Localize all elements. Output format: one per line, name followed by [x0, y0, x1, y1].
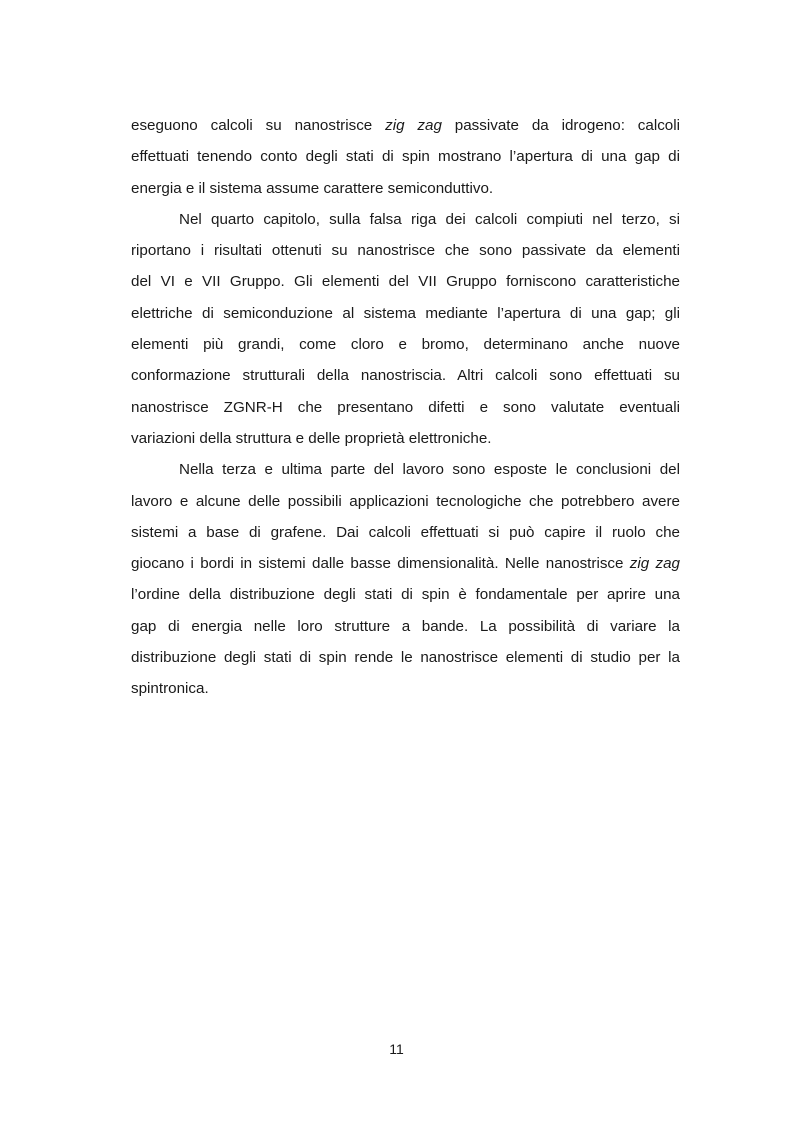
text-segment: elettriche di semiconduzione al sistema mediante l’apertura di una gap; gli	[131, 304, 680, 322]
page-number: 11	[389, 1041, 404, 1057]
italic-term: zig zag	[385, 117, 442, 134]
text-segment: elementi più grandi, come cloro e bromo, determinano anche nuove	[131, 336, 680, 354]
text-segment: eseguono calcoli su nanostrisce	[131, 117, 386, 134]
text-segment: passivate da idrogeno: calcoli	[441, 117, 680, 134]
text-line	[131, 298, 680, 329]
text-line	[131, 235, 680, 266]
text-segment: distribuzione degli stati di spin rende le nanostrisce elementi di studio per la	[131, 649, 680, 667]
text-segment: gap di energia nelle loro strutture a bande. La possibilità di variare la	[131, 617, 680, 635]
text-line	[131, 673, 680, 704]
text-line	[131, 360, 680, 391]
text-segment: l’ordine della distribuzione degli stati di spin è fondamentale per aprire una	[131, 586, 680, 604]
text-segment: effettuati tenendo conto degli stati di spin mostrano l’apertura di una gap di	[131, 148, 680, 166]
text-line	[131, 611, 680, 642]
text-line	[131, 454, 680, 485]
text-segment: nanostrisce ZGNR-H che presentano difetti e sono valutate eventuali	[131, 398, 680, 416]
text-line	[131, 548, 680, 579]
text-line	[131, 392, 680, 423]
text-segment: Nella terza e ultima parte del lavoro sono esposte le conclusioni del	[179, 461, 680, 479]
text-line	[131, 266, 680, 297]
text-line	[131, 173, 680, 204]
text-segment: sistemi a base di grafene. Dai calcoli effettuati si può capire il ruolo che	[131, 523, 680, 541]
text-segment: del VI e VII Gruppo. Gli elementi del VII Gruppo forniscono caratteristiche	[131, 273, 680, 291]
text-line	[131, 141, 680, 172]
text-segment: conformazione strutturali della nanostriscia. Altri calcoli sono effettuati su	[131, 367, 680, 385]
text-line	[131, 110, 680, 141]
text-segment: spintronica.	[131, 680, 209, 698]
text-line	[131, 579, 680, 610]
text-segment: riportano i risultati ottenuti su nanostrisce che sono passivate da elementi	[131, 242, 680, 260]
text-line	[131, 486, 680, 517]
italic-term: zig zag	[629, 555, 680, 573]
body-text	[131, 110, 680, 705]
text-segment: variazioni della struttura e delle proprietà elettroniche.	[131, 429, 492, 447]
text-segment: giocano i bordi in sistemi dalle basse dimensionalità. Nelle nanostrisce	[131, 555, 630, 573]
text-line	[131, 517, 680, 548]
text-line	[131, 642, 680, 673]
text-segment: energia e il sistema assume carattere semiconduttivo.	[131, 179, 494, 197]
text-line	[131, 329, 680, 360]
text-segment: lavoro e alcune delle possibili applicazioni tecnologiche che potrebbero avere	[131, 492, 680, 510]
text-line	[131, 204, 680, 235]
text-line	[131, 423, 680, 454]
text-segment: Nel quarto capitolo, sulla falsa riga dei calcoli compiuti nel terzo, si	[179, 210, 680, 228]
